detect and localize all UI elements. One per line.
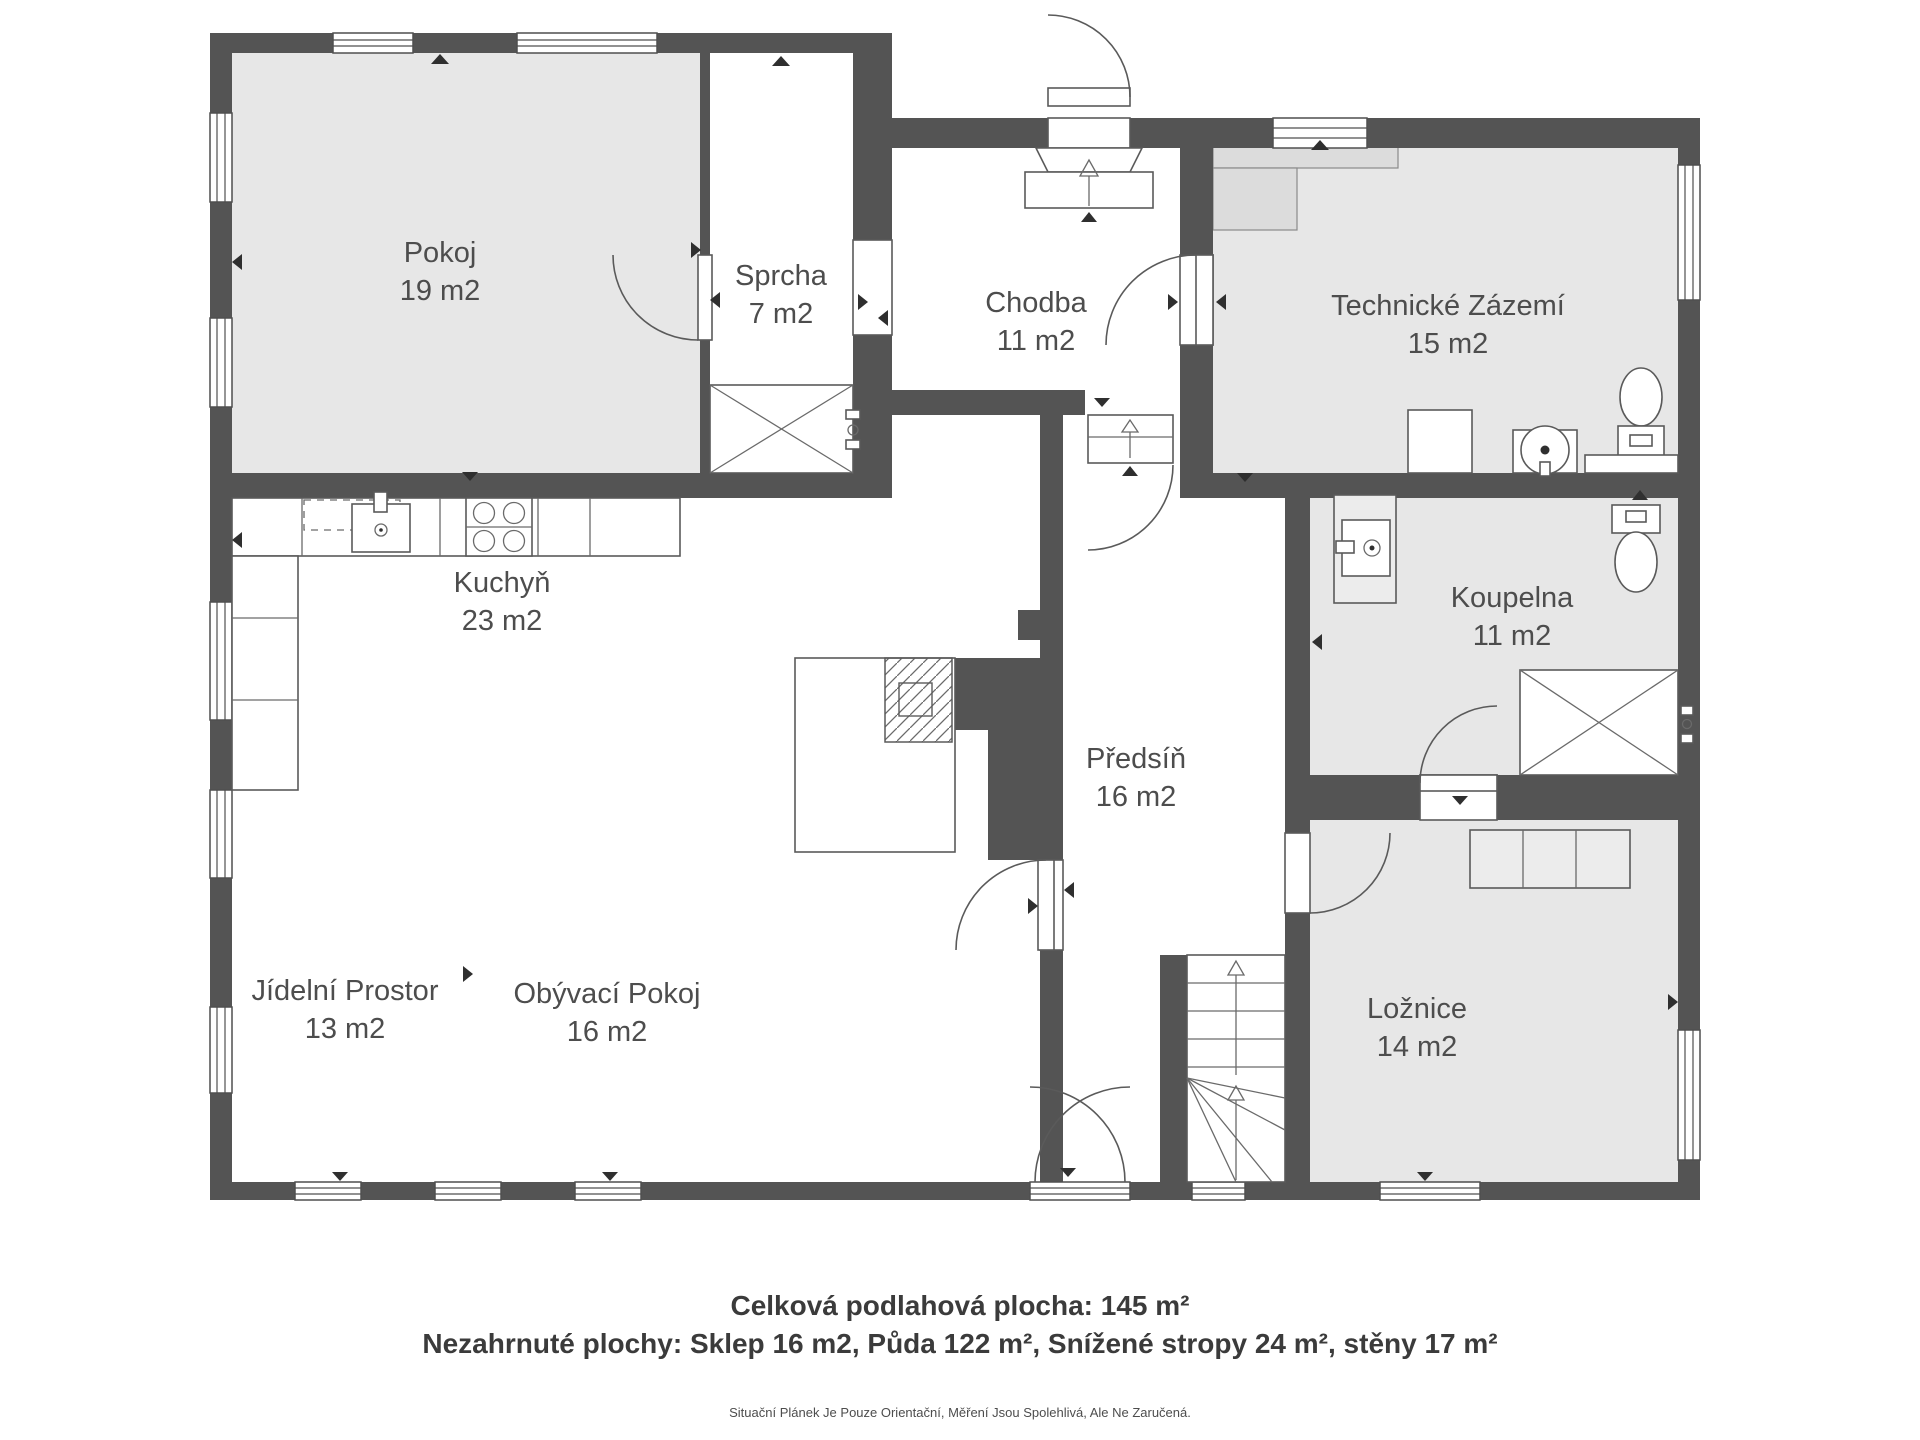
label-loznice-area: 14 m2 — [1376, 1031, 1458, 1063]
label-jidelni: Jídelní Prostor — [251, 975, 439, 1007]
label-predsin: Předsíň — [1086, 743, 1186, 775]
label-predsin-area: 16 m2 — [1095, 781, 1177, 813]
chimney — [795, 658, 955, 852]
washing-machine-technicke — [1513, 426, 1577, 476]
kitchen-counter — [232, 492, 680, 790]
label-obyvaci-area: 16 m2 — [566, 1016, 648, 1048]
label-kuchyn-area: 23 m2 — [461, 605, 543, 637]
door-obyvaci-predsin — [956, 860, 1063, 950]
window-left-1 — [210, 113, 232, 202]
window-bottom-2 — [435, 1182, 501, 1200]
window-bottom-3 — [575, 1182, 641, 1200]
technicke-recess-2 — [1213, 168, 1297, 230]
kitchen-counter-left — [232, 556, 298, 790]
shower-koupelna — [1520, 670, 1693, 775]
window-top-2 — [517, 33, 657, 53]
window-top-1 — [333, 33, 413, 53]
boiler — [1408, 410, 1472, 473]
label-koupelna: Koupelna — [1450, 582, 1574, 614]
window-bottom-1 — [295, 1182, 361, 1200]
window-left-3 — [210, 602, 232, 720]
label-koupelna-area: 11 m2 — [1472, 620, 1552, 652]
window-left-5 — [210, 1007, 232, 1093]
window-right-2 — [1678, 1030, 1700, 1160]
disclaimer-text: Situační Plánek Je Pouze Orientační, Měření Jsou Spolehlivá, Ale Ne Zaručená. — [729, 1405, 1191, 1420]
label-sprcha-area: 7 m2 — [748, 298, 814, 330]
window-bottom-stairs — [1192, 1182, 1245, 1200]
label-jidelni-area: 13 m2 — [304, 1013, 386, 1045]
window-right-1 — [1678, 165, 1700, 300]
staircase — [1187, 955, 1285, 1182]
label-kuchyn: Kuchyň — [453, 567, 551, 599]
stove — [466, 498, 532, 556]
window-left-4 — [210, 790, 232, 878]
label-chodba: Chodba — [985, 287, 1087, 319]
shower-sprcha — [710, 385, 860, 473]
label-technicke: Technické Zázemí — [1331, 290, 1565, 322]
window-left-2 — [210, 318, 232, 407]
label-pokoj-area: 19 m2 — [399, 275, 481, 307]
label-obyvaci: Obývací Pokoj — [513, 978, 701, 1010]
label-technicke-area: 15 m2 — [1407, 328, 1489, 360]
vanity-sink-koupelna — [1334, 495, 1396, 603]
label-sprcha: Sprcha — [735, 260, 827, 292]
excluded-areas-text: Nezahrnuté plochy: Sklep 16 m2, Půda 122 m², Snížené stropy 24 m², stěny 17 m² — [422, 1328, 1498, 1359]
toilet-koupelna — [1612, 505, 1660, 592]
door-technicke — [1106, 255, 1213, 345]
label-loznice: Ložnice — [1367, 993, 1467, 1025]
entrance-door — [1025, 15, 1153, 208]
label-chodba-area: 11 m2 — [996, 325, 1076, 357]
wardrobe — [1470, 830, 1630, 888]
total-area-text: Celková podlahová plocha: 145 m² — [730, 1290, 1190, 1321]
label-pokoj: Pokoj — [403, 237, 477, 269]
interior-steps-door — [1088, 415, 1173, 550]
window-bottom-loznice — [1380, 1182, 1480, 1200]
